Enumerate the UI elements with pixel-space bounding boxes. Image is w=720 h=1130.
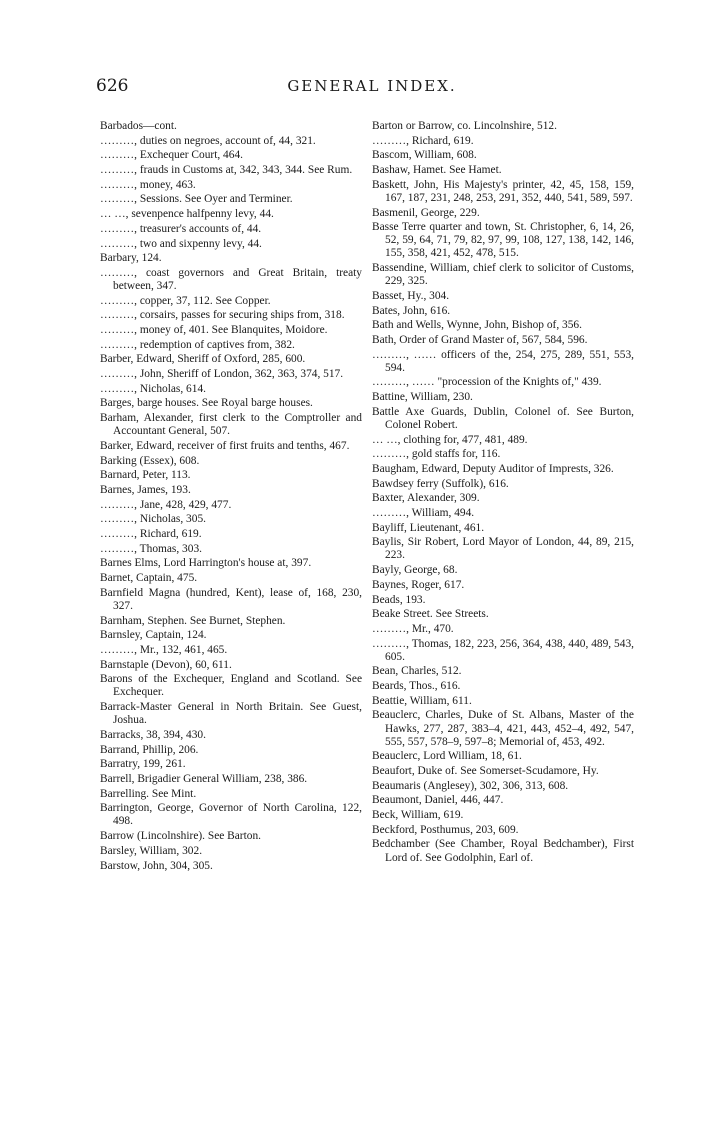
index-entry: Baynes, Roger, 617.: [372, 578, 465, 591]
index-entry: ………, Mr., 470.: [372, 622, 454, 635]
index-entry: ………, Nicholas, 305.: [100, 513, 206, 526]
index-entry: Basse Terre quarter and town, St. Christopher, 6, 14, 26, 52, 59, 64, 71, 79, 82, 97, 99, 108, 127, 138, 142, 146, 155, 358, 421, 452, 478, 515.: [372, 221, 634, 260]
index-entry: … …, sevenpence halfpenny levy, 44.: [100, 208, 274, 221]
index-entry: Bascom, William, 608.: [372, 149, 477, 162]
index-entry: Baugham, Edward, Deputy Auditor of Imprests, 326.: [372, 462, 614, 475]
index-entry: ………, treasurer's accounts of, 44.: [100, 222, 262, 235]
index-entry: ………, Thomas, 303.: [100, 542, 202, 555]
index-entry: Barnstaple (Devon), 60, 611.: [100, 658, 232, 671]
index-entry: ………, …… officers of the, 254, 275, 289, 551, 553, 594.: [372, 348, 634, 374]
index-entry: Barges, barge houses. See Royal barge houses.: [100, 397, 313, 410]
index-entry: Barstow, John, 304, 305.: [100, 859, 213, 872]
index-entry: Beattie, William, 611.: [372, 694, 472, 707]
index-entry: Beards, Thos., 616.: [372, 680, 461, 693]
index-entry: Barnham, Stephen. See Burnet, Stephen.: [100, 614, 286, 627]
index-entry: ………, copper, 37, 112. See Copper.: [100, 294, 271, 307]
index-entry: Bawdsey ferry (Suffolk), 616.: [372, 477, 509, 490]
index-entry: Bates, John, 616.: [372, 304, 451, 317]
index-entry: Barnes Elms, Lord Harrington's house at, 397.: [100, 557, 312, 570]
index-entry: Barnes, James, 193.: [100, 484, 191, 496]
index-entry: Basset, Hy., 304.: [372, 289, 450, 302]
index-entry: Basmenil, George, 229.: [372, 206, 480, 219]
index-entry: Baxter, Alexander, 309.: [372, 492, 480, 505]
index-entry: ………, duties on negroes, account of, 44, 321.: [100, 134, 316, 147]
page-number: 626: [96, 76, 129, 96]
index-entry: Barbados—cont.: [100, 120, 177, 132]
index-column-right: [372, 120, 634, 866]
index-entry: ………, Sessions. See Oyer and Terminer.: [100, 193, 293, 206]
index-entry: Battine, William, 230.: [372, 391, 473, 404]
index-entry: Bedchamber (See Chamber, Royal Bedchamber), First Lord of. See Godolphin, Earl of.: [372, 838, 634, 864]
index-entry: Bayliff, Lieutenant, 461.: [372, 521, 485, 534]
index-entry: Beaufort, Duke of. See Somerset-Scudamore, Hy.: [372, 765, 599, 777]
index-entry: Barbary, 124.: [100, 252, 162, 265]
index-entry: … …, clothing for, 477, 481, 489.: [372, 433, 528, 446]
index-entry: ………, money, 463.: [100, 178, 196, 191]
index-entry: Bashaw, Hamet. See Hamet.: [372, 164, 502, 177]
index-entry: ………, two and sixpenny levy, 44.: [100, 237, 262, 250]
index-entry: Barrell, Brigadier General William, 238, 386.: [100, 772, 308, 785]
index-entry: Barons of the Exchequer, England and Scotland. See Exchequer.: [100, 673, 362, 699]
index-entry: ………, money of, 401. See Blanquites, Moidore.: [100, 324, 328, 337]
index-entry: Bassendine, William, chief clerk to solicitor of Customs, 229, 325.: [372, 262, 634, 288]
index-entry: Beaumaris (Anglesey), 302, 306, 313, 608.: [372, 779, 569, 792]
index-entry: Beauclerc, Lord William, 18, 61.: [372, 750, 522, 763]
index-entry: ………, Mr., 132, 461, 465.: [100, 643, 228, 656]
index-entry: Baylis, Sir Robert, Lord Mayor of London, 44, 89, 215, 223.: [372, 536, 634, 562]
index-entry: Barracks, 38, 394, 430.: [100, 728, 206, 741]
index-entry: Beake Street. See Streets.: [372, 608, 489, 621]
index-entry: Barratry, 199, 261.: [100, 758, 186, 771]
index-entry: ………, John, Sheriff of London, 362, 363, 374, 517.: [100, 368, 344, 381]
index-entry: Barnet, Captain, 475.: [100, 572, 198, 585]
index-entry: ………, Jane, 428, 429, 477.: [100, 498, 232, 511]
index-entry: ………, Richard, 619.: [372, 134, 474, 147]
index-entry: Beck, William, 619.: [372, 809, 464, 822]
index-entry: Barsley, William, 302.: [100, 844, 203, 857]
index-entry: Barnsley, Captain, 124.: [100, 629, 207, 642]
index-entry: Beauclerc, Charles, Duke of St. Albans, Master of the Hawks, 277, 287, 383–4, 421, 443, 452–4, 492, 547, 555, 557, 578–9, 597–8; Memorial of, 453, 492.: [372, 709, 634, 748]
index-entry: Beaumont, Daniel, 446, 447.: [372, 794, 504, 807]
index-entry: Baskett, John, His Majesty's printer, 42, 45, 158, 159, 167, 187, 231, 248, 253, 291, 352, 440, 541, 589, 597.: [372, 178, 634, 204]
index-entry: Barrow (Lincolnshire). See Barton.: [100, 830, 262, 843]
index-entry: Barnfield Magna (hundred, Kent), lease of, 168, 230, 327.: [100, 586, 362, 612]
index-entry: Barrington, George, Governor of North Carolina, 122, 498.: [100, 802, 362, 828]
index-entry: ………, redemption of captives from, 382.: [100, 338, 295, 351]
index-entry: ………, Richard, 619.: [100, 528, 202, 541]
page-title: GENERAL INDEX.: [287, 77, 457, 95]
index-entry: ………, …… "procession of the Knights of," 439.: [372, 376, 602, 389]
page-header: [96, 76, 648, 102]
index-entry: ………, frauds in Customs at, 342, 343, 344. See Rum.: [100, 164, 353, 177]
index-entry: ………, gold staffs for, 116.: [372, 448, 501, 461]
index-entry: Beckford, Posthumus, 203, 609.: [372, 823, 519, 836]
index-entry: ………, Exchequer Court, 464.: [100, 149, 243, 162]
index-entry: Battle Axe Guards, Dublin, Colonel of. See Burton, Colonel Robert.: [372, 405, 634, 431]
index-entry: Bath and Wells, Wynne, John, Bishop of, 356.: [372, 319, 582, 332]
index-entry: ………, coast governors and Great Britain, treaty between, 347.: [100, 266, 362, 292]
index-entry: Barking (Essex), 608.: [100, 454, 200, 467]
index-entry: ………, corsairs, passes for securing ships from, 318.: [100, 309, 345, 322]
index-entry: Barker, Edward, receiver of first fruits and tenths, 467.: [100, 439, 350, 452]
index-entry: Barnard, Peter, 113.: [100, 469, 191, 482]
index-column-left: [100, 120, 362, 874]
index-entry: Bayly, George, 68.: [372, 564, 458, 577]
index-entry: Barrand, Phillip, 206.: [100, 743, 199, 756]
index-entry: Barton or Barrow, co. Lincolnshire, 512.: [372, 120, 557, 132]
index-entry: ………, Nicholas, 614.: [100, 382, 206, 395]
index-entry: Bath, Order of Grand Master of, 567, 584, 596.: [372, 333, 588, 346]
index-entry: ………, William, 494.: [372, 507, 475, 519]
index-entry: Barham, Alexander, first clerk to the Comptroller and Accountant General, 507.: [100, 412, 362, 438]
index-entry: Bean, Charles, 512.: [372, 665, 462, 678]
index-entry: ………, Thomas, 182, 223, 256, 364, 438, 440, 489, 543, 605.: [372, 637, 634, 663]
index-entry: Barber, Edward, Sheriff of Oxford, 285, 600.: [100, 353, 306, 366]
index-entry: Barrack-Master General in North Britain. See Guest, Joshua.: [100, 701, 362, 727]
index-entry: Beads, 193.: [372, 593, 426, 606]
index-entry: Barrelling. See Mint.: [100, 787, 197, 800]
